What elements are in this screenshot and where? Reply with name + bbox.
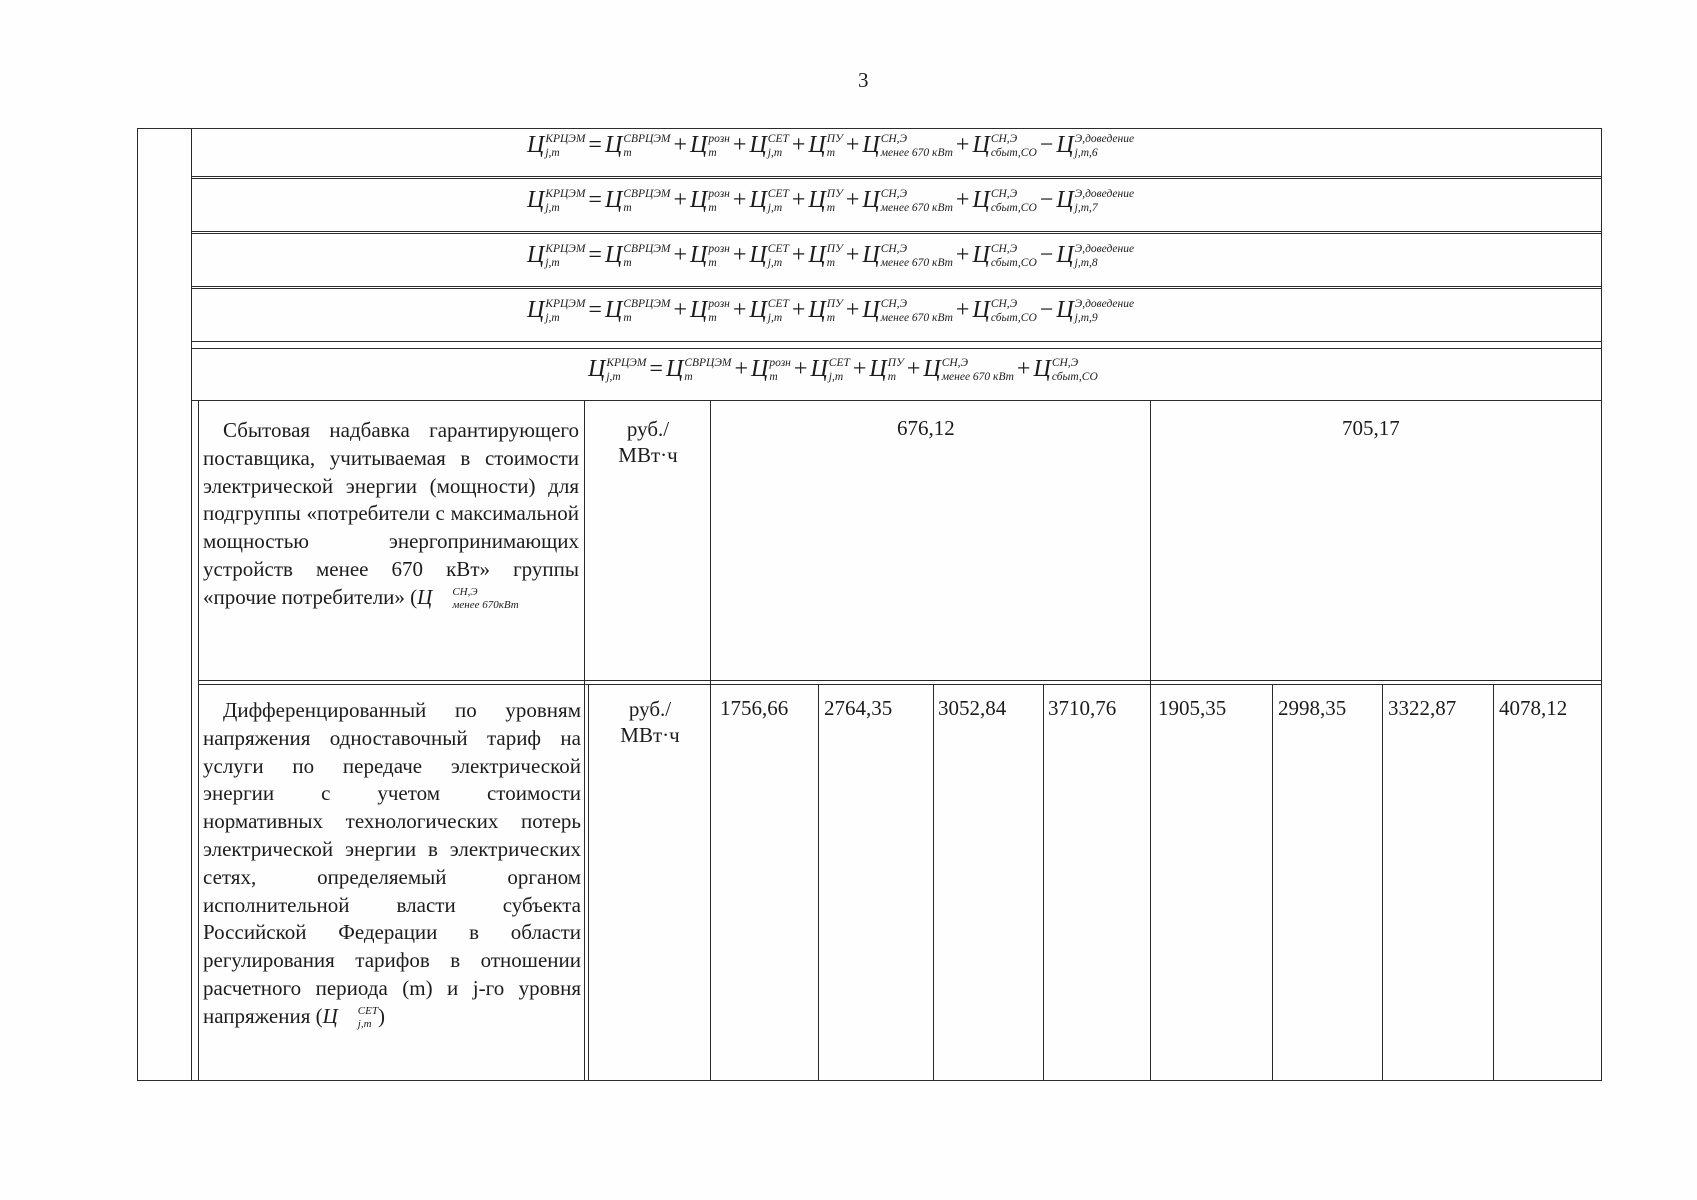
formula-indices xyxy=(623,132,670,160)
formula-superscript: СЕТ xyxy=(767,187,789,200)
formula-term xyxy=(972,241,1036,269)
formula-indices xyxy=(545,297,585,325)
formula-subscript: j,m,8 xyxy=(1074,256,1098,269)
formula-symbol: Ц xyxy=(527,242,545,269)
formula-operator: + xyxy=(845,131,860,158)
formula-indices xyxy=(1052,356,1098,384)
formula-term xyxy=(588,355,646,383)
formula-term xyxy=(527,131,585,159)
formula-indices xyxy=(827,132,843,160)
formula-subscript: менее 670 кВт xyxy=(880,256,953,269)
formula-indices xyxy=(827,297,843,325)
tariff-value: 1756,66 xyxy=(720,696,789,720)
formula-operator: + xyxy=(845,241,860,268)
formula-subscript: m xyxy=(708,311,717,324)
formula-term xyxy=(690,296,730,324)
formula-term xyxy=(972,186,1036,214)
formula-subscript: сбыт,СО xyxy=(990,201,1037,214)
formula-operator: + xyxy=(732,241,747,268)
formula-subscript: m xyxy=(684,370,693,383)
formula-superscript: СЕТ xyxy=(767,242,789,255)
formula-subscript: m xyxy=(708,146,717,159)
formula-operator: + xyxy=(673,131,687,158)
formula-term xyxy=(808,131,842,159)
formula-operator: + xyxy=(791,186,806,213)
formula-term xyxy=(527,241,585,269)
formula-term xyxy=(808,186,842,214)
formula-operator: + xyxy=(955,241,970,268)
formula-indices xyxy=(827,187,843,215)
formula-operator: + xyxy=(673,241,687,268)
formula-term xyxy=(972,296,1036,324)
formula-indices xyxy=(623,187,670,215)
formula-symbol: Ц xyxy=(749,187,767,214)
formula-superscript: ПУ xyxy=(826,132,843,145)
formula-term xyxy=(605,131,670,159)
formula-indices xyxy=(881,242,953,270)
formula-indices xyxy=(991,297,1037,325)
formula-superscript: КРЦЭМ xyxy=(606,356,647,369)
formula-indices xyxy=(768,187,789,215)
formula-superscript: СН,Э xyxy=(880,297,908,310)
tariff-formula-close: ) xyxy=(377,1003,385,1028)
formula-symbol: Ц xyxy=(862,132,880,159)
formula-subscript: менее 670 кВт xyxy=(880,146,953,159)
formula-operator: + xyxy=(955,131,970,158)
formula-term xyxy=(527,186,585,214)
formula-indices xyxy=(708,187,730,215)
formula-row xyxy=(527,241,1134,270)
tariff-formula-sup: СЕТ xyxy=(357,1004,378,1017)
markup-unit-line2: МВт·ч xyxy=(618,443,678,467)
formula-subscript: j,m xyxy=(606,370,621,383)
value-column-line xyxy=(933,684,934,1081)
formula-term xyxy=(862,296,953,324)
left-margin-column-line xyxy=(191,128,192,1081)
formula-symbol: Ц xyxy=(1056,187,1074,214)
formula-symbol: Ц xyxy=(749,242,767,269)
formula-row xyxy=(588,355,1098,384)
page-number: 3 xyxy=(858,68,869,92)
formula-term xyxy=(690,241,730,269)
formula-symbol: Ц xyxy=(527,297,545,324)
value-column-line xyxy=(1043,684,1044,1081)
formula-superscript: ПУ xyxy=(826,187,843,200)
formula-superscript: КРЦЭМ xyxy=(545,242,586,255)
formula-subscript: m xyxy=(826,146,836,159)
formula-symbol: Ц xyxy=(923,356,941,383)
tariff-value: 3052,84 xyxy=(938,696,1007,720)
formula-superscript: СН,Э xyxy=(880,242,908,255)
formula-subscript: m xyxy=(708,256,717,269)
formula-row-line xyxy=(191,178,1602,179)
formula-operator: + xyxy=(732,296,747,323)
formula-operator: + xyxy=(732,186,747,213)
formula-subscript: j,m xyxy=(767,201,783,214)
formula-subscript: m xyxy=(623,146,632,159)
formula-term xyxy=(749,241,788,269)
formula-row-line xyxy=(191,176,1602,177)
tariff-value: 1905,35 xyxy=(1158,696,1227,720)
formula-superscript: КРЦЭМ xyxy=(545,297,586,310)
formula-superscript: ПУ xyxy=(887,356,904,369)
formula-superscript: КРЦЭМ xyxy=(545,132,586,145)
formula-superscript: СВРЦЭМ xyxy=(684,356,732,369)
formula-term xyxy=(923,355,1014,383)
formula-symbol: Ц xyxy=(862,242,880,269)
formula-operator: + xyxy=(845,296,860,323)
formula-superscript: СЕТ xyxy=(767,297,789,310)
formula-indices xyxy=(684,356,731,384)
formula-indices xyxy=(991,187,1037,215)
formula-subscript: j,m xyxy=(545,201,560,214)
formula-term xyxy=(666,355,731,383)
formula-subscript: сбыт,СО xyxy=(990,146,1037,159)
formula-term xyxy=(749,186,788,214)
markup-row-bottom-line xyxy=(198,680,1602,681)
formula-term xyxy=(751,355,791,383)
markup-description-text: Сбытовая надбавка гарантирующего поставщика, учитываемая в стоимости электрической энергии (мощности) для подгруппы «потребители с максимальной мощностью энергопринимающих устройств менее 670 кВт» группы «прочие потребители» ( xyxy=(203,418,579,609)
formula-term xyxy=(1056,241,1134,269)
formula-superscript: розн xyxy=(769,356,791,369)
formula-indices xyxy=(881,132,953,160)
formula-term xyxy=(749,296,788,324)
formula-row xyxy=(527,186,1134,215)
formula-symbol: Ц xyxy=(1056,132,1074,159)
formula-subscript: j,m xyxy=(828,370,844,383)
formula-term xyxy=(605,296,670,324)
markup-row-bottom-line xyxy=(198,684,1602,685)
formula-symbol: Ц xyxy=(690,242,708,269)
formula-superscript: СВРЦЭМ xyxy=(623,297,671,310)
formula-superscript: розн xyxy=(708,297,730,310)
value-column-line xyxy=(818,684,819,1081)
formula-subscript: j,m,7 xyxy=(1074,201,1098,214)
formula-superscript: СН,Э xyxy=(880,187,908,200)
formula-subscript: j,m xyxy=(545,256,560,269)
formula-superscript: ПУ xyxy=(826,242,843,255)
formula-row-line xyxy=(191,231,1602,232)
formula-superscript: СН,Э xyxy=(990,297,1018,310)
formula-term xyxy=(869,355,903,383)
formula-symbol: Ц xyxy=(862,187,880,214)
markup-unit xyxy=(586,416,710,468)
formula-indices xyxy=(881,187,953,215)
markup-formula-sup: СН,Э xyxy=(452,585,478,598)
formula-indices xyxy=(768,132,789,160)
formula-operator: = xyxy=(649,355,663,382)
formula-symbol: Ц xyxy=(808,132,826,159)
tariff-value: 2764,35 xyxy=(824,696,893,720)
formula-indices xyxy=(545,242,585,270)
formula-indices xyxy=(606,356,646,384)
formula-indices xyxy=(708,297,730,325)
formula-indices xyxy=(829,356,850,384)
formula-superscript: СВРЦЭМ xyxy=(623,187,671,200)
formula-symbol: Ц xyxy=(1056,242,1074,269)
formula-superscript: розн xyxy=(708,132,730,145)
tariff-value: 3710,76 xyxy=(1048,696,1117,720)
formula-operator: + xyxy=(955,296,970,323)
formula-symbol: Ц xyxy=(808,187,826,214)
formula-symbol: Ц xyxy=(665,356,684,383)
formula-superscript: Э,доведение xyxy=(1074,297,1135,310)
formula-subscript: j,m,9 xyxy=(1074,311,1098,324)
formula-term xyxy=(605,186,670,214)
value-column-line xyxy=(1272,684,1273,1081)
formula-symbol: Ц xyxy=(1033,356,1051,383)
formula-symbol: Ц xyxy=(690,132,708,159)
formula-superscript: СН,Э xyxy=(941,356,969,369)
formula-row-line xyxy=(191,286,1602,287)
formula-operator: = xyxy=(588,131,602,158)
formula-row-line xyxy=(191,348,1602,349)
formula-term xyxy=(1033,355,1097,383)
formula-operator: + xyxy=(791,131,806,158)
formula-operator: + xyxy=(673,296,687,323)
formula-operator: + xyxy=(732,131,747,158)
formula-operator: + xyxy=(791,296,806,323)
markup-formula-symbol: Ц xyxy=(417,584,433,609)
formula-row xyxy=(527,131,1134,160)
formula-row-line xyxy=(191,233,1602,234)
formula-operator: + xyxy=(906,355,921,382)
formula-subscript: m xyxy=(826,201,836,214)
formula-symbol: Ц xyxy=(690,187,708,214)
formula-term xyxy=(1056,131,1134,159)
unit-column-line xyxy=(584,400,585,1081)
formula-symbol: Ц xyxy=(972,132,990,159)
formula-row xyxy=(527,296,1134,325)
formula-superscript: ПУ xyxy=(826,297,843,310)
formula-operator: − xyxy=(1039,241,1054,268)
formula-symbol: Ц xyxy=(604,297,623,324)
value-column-line xyxy=(1382,684,1383,1081)
formula-subscript: j,m xyxy=(545,311,560,324)
formula-superscript: СВРЦЭМ xyxy=(623,132,671,145)
markup-value-second: 705,17 xyxy=(1342,416,1400,440)
formula-indices xyxy=(881,297,953,325)
tariff-unit-line1: руб./ xyxy=(628,697,672,721)
formula-row-line xyxy=(191,288,1602,289)
formula-indices xyxy=(623,297,670,325)
formula-indices xyxy=(545,187,585,215)
markup-value-first: 676,12 xyxy=(897,416,955,440)
formula-subscript: сбыт,СО xyxy=(990,256,1037,269)
formula-subscript: m xyxy=(623,256,632,269)
tariff-unit xyxy=(588,696,712,748)
formula-operator: − xyxy=(1039,131,1054,158)
formula-subscript: менее 670 кВт xyxy=(941,370,1014,383)
formula-superscript: Э,доведение xyxy=(1074,242,1135,255)
formula-indices xyxy=(991,242,1037,270)
formula-operator: + xyxy=(1016,355,1031,382)
formula-term xyxy=(862,241,953,269)
tariff-description xyxy=(203,697,581,1031)
formula-operator: + xyxy=(852,355,867,382)
formula-indices xyxy=(708,132,730,160)
formula-operator: + xyxy=(673,186,687,213)
formula-superscript: СН,Э xyxy=(880,132,908,145)
tariff-description-text: Дифференцированный по уровням напряжения одноставочный тариф на услуги по передаче электрической энергии с учетом стоимости нормативных технологических потерь электрической энергии в электрических сетях, определяемый органом исполнительной власти субъекта Российской Федерации в области регулирования тарифов в отношении расчетного периода (m) и j-го уровня напряжения ( xyxy=(203,698,581,1028)
formula-superscript: розн xyxy=(708,242,730,255)
tariff-value: 2998,35 xyxy=(1278,696,1347,720)
formula-symbol: Ц xyxy=(972,242,990,269)
value-column-line xyxy=(1150,400,1151,1081)
formula-symbol: Ц xyxy=(604,242,623,269)
formula-operator: = xyxy=(588,186,602,213)
tariff-value: 4078,12 xyxy=(1499,696,1568,720)
formula-subscript: m xyxy=(623,201,632,214)
formula-symbol: Ц xyxy=(527,187,545,214)
formula-superscript: СЕТ xyxy=(767,132,789,145)
formula-symbol: Ц xyxy=(972,297,990,324)
formula-term xyxy=(1056,186,1134,214)
formula-indices xyxy=(1075,132,1134,160)
formula-symbol: Ц xyxy=(1056,297,1074,324)
formula-symbol: Ц xyxy=(527,132,545,159)
markup-formula xyxy=(417,585,519,609)
value-column-line xyxy=(1493,684,1494,1081)
formula-term xyxy=(690,131,730,159)
formula-operator: + xyxy=(793,355,808,382)
markup-unit-line1: руб./ xyxy=(626,417,670,441)
formula-superscript: розн xyxy=(708,187,730,200)
formula-indices xyxy=(1075,242,1134,270)
formula-term xyxy=(808,241,842,269)
formula-subscript: j,m,6 xyxy=(1074,146,1098,159)
formula-term xyxy=(749,131,788,159)
formula-indices xyxy=(545,132,585,160)
formula-superscript: Э,доведение xyxy=(1074,132,1135,145)
formula-symbol: Ц xyxy=(869,356,887,383)
formula-indices xyxy=(827,242,843,270)
formula-symbol: Ц xyxy=(749,297,767,324)
formula-indices xyxy=(708,242,730,270)
formula-symbol: Ц xyxy=(808,297,826,324)
formula-symbol: Ц xyxy=(604,187,623,214)
formula-symbol: Ц xyxy=(862,297,880,324)
formula-indices xyxy=(769,356,791,384)
formula-superscript: СЕТ xyxy=(828,356,850,369)
formula-subscript: менее 670 кВт xyxy=(880,201,953,214)
formula-term xyxy=(605,241,670,269)
formula-subscript: менее 670 кВт xyxy=(880,311,953,324)
formula-indices xyxy=(991,132,1037,160)
formula-term xyxy=(972,131,1036,159)
formula-indices xyxy=(1075,297,1134,325)
markup-description xyxy=(203,417,579,612)
formula-subscript: m xyxy=(826,256,836,269)
formula-symbol: Ц xyxy=(810,356,828,383)
formula-term xyxy=(862,131,953,159)
formula-subscript: j,m xyxy=(767,146,783,159)
tariff-value: 3322,87 xyxy=(1388,696,1457,720)
formula-indices xyxy=(623,242,670,270)
formula-row-line xyxy=(191,400,1602,401)
formula-superscript: СВРЦЭМ xyxy=(623,242,671,255)
formula-operator: + xyxy=(791,241,806,268)
formula-subscript: m xyxy=(708,201,717,214)
formula-subscript: m xyxy=(769,370,778,383)
formula-term xyxy=(1056,296,1134,324)
tariff-formula-sub: j,m xyxy=(357,1017,372,1030)
formula-subscript: сбыт,СО xyxy=(1051,370,1098,383)
formula-indices xyxy=(942,356,1014,384)
formula-superscript: СН,Э xyxy=(1051,356,1079,369)
formula-symbol: Ц xyxy=(604,132,623,159)
formula-symbol: Ц xyxy=(749,132,767,159)
formula-operator: = xyxy=(588,296,602,323)
formula-term xyxy=(690,186,730,214)
formula-symbol: Ц xyxy=(588,356,606,383)
formula-subscript: m xyxy=(623,311,632,324)
formula-indices xyxy=(888,356,904,384)
formula-term xyxy=(862,186,953,214)
formula-superscript: СН,Э xyxy=(990,132,1018,145)
formula-symbol: Ц xyxy=(751,356,769,383)
formula-subscript: m xyxy=(887,370,897,383)
formula-term xyxy=(808,296,842,324)
formula-superscript: СН,Э xyxy=(990,242,1018,255)
formula-row-line xyxy=(191,341,1602,342)
formula-subscript: m xyxy=(826,311,836,324)
formula-operator: + xyxy=(955,186,970,213)
formula-operator: + xyxy=(845,186,860,213)
formula-subscript: j,m xyxy=(545,146,560,159)
formula-superscript: КРЦЭМ xyxy=(545,187,586,200)
markup-formula-sub: менее 670кВт xyxy=(452,598,519,611)
formula-symbol: Ц xyxy=(972,187,990,214)
formula-symbol: Ц xyxy=(690,297,708,324)
formula-subscript: j,m xyxy=(767,256,783,269)
formula-indices xyxy=(768,242,789,270)
formula-indices xyxy=(1075,187,1134,215)
formula-symbol: Ц xyxy=(808,242,826,269)
formula-operator: + xyxy=(734,355,748,382)
formula-subscript: j,m xyxy=(767,311,783,324)
formula-superscript: Э,доведение xyxy=(1074,187,1135,200)
tariff-unit-line2: МВт·ч xyxy=(620,723,680,747)
formula-indices xyxy=(768,297,789,325)
formula-operator: − xyxy=(1039,296,1054,323)
formula-term xyxy=(527,296,585,324)
formula-term xyxy=(810,355,849,383)
formula-operator: = xyxy=(588,241,602,268)
inner-left-line xyxy=(198,400,199,1081)
tariff-formula-symbol: Ц xyxy=(322,1003,338,1028)
formula-superscript: СН,Э xyxy=(990,187,1018,200)
tariff-formula xyxy=(323,1004,378,1028)
formula-operator: − xyxy=(1039,186,1054,213)
formula-subscript: сбыт,СО xyxy=(990,311,1037,324)
